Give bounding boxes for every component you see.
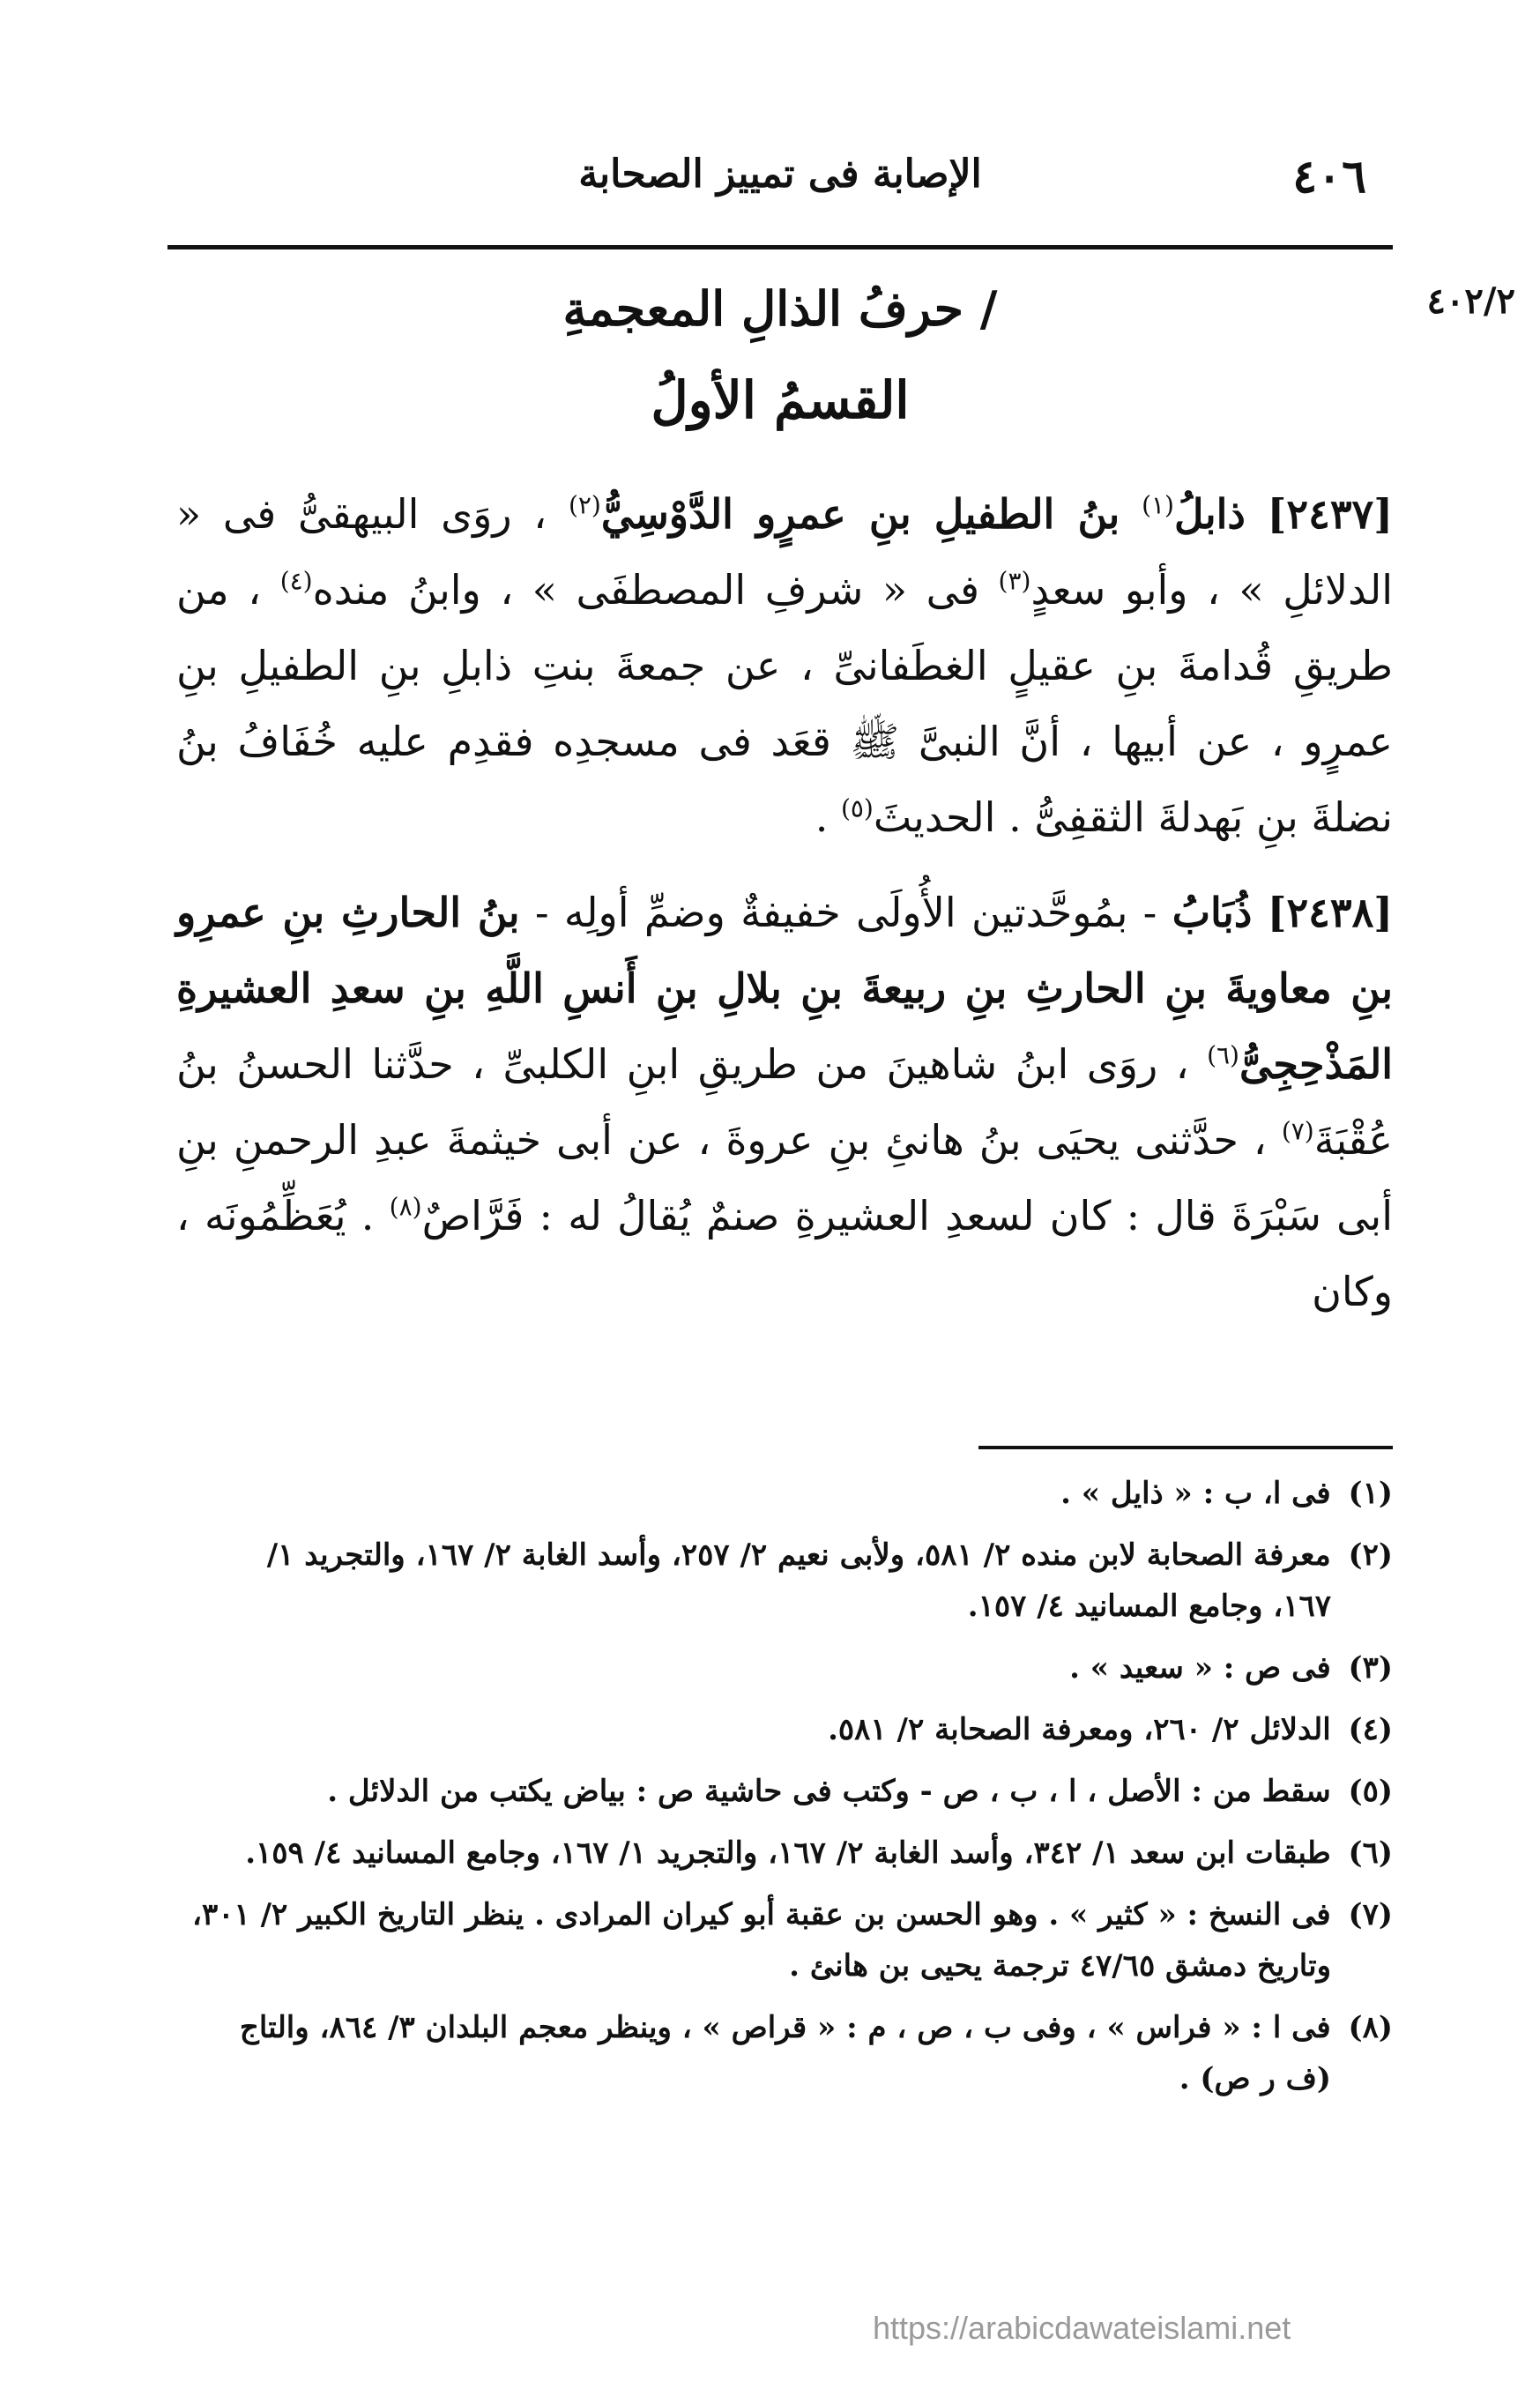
book-title: الإصابة فى تمييز الصحابة (578, 152, 982, 197)
entry-number: [٢٤٣٨] (1267, 889, 1394, 936)
footnote-number: (٧) (1348, 1897, 1393, 1932)
footnote-3 (176, 1642, 1393, 1694)
footnote-8 (176, 2002, 1393, 2104)
entry-text: ، حدَّثنى يحيَى بنُ هانئِ بنِ عروةَ ، عن أبى خيثمةَ عبدِ الرحمنِ بنِ أبى سَبْرَةَ قال : كان لسعدِ العشيرةِ صنمٌ يُقالُ له : فَرَّاصٌ (176, 1116, 1394, 1239)
entry-name: ذُبَابُ (1172, 889, 1253, 936)
footnote-marker: (١) (1142, 490, 1174, 520)
footnote-number: (٦) (1348, 1835, 1393, 1871)
footnote-5 (176, 1766, 1393, 1817)
footnote-text: فى ا، ب : « ذايل » . (1060, 1476, 1331, 1511)
footnote-number: (٨) (1348, 2010, 1393, 2045)
entry-text: ، روَى ابنُ شاهينَ من طريقِ ابنِ الكلبىِّ ، حدَّثنا الحسنُ بنُ عُقْبَةَ (176, 1040, 1393, 1164)
running-header (167, 132, 1393, 229)
footnote-2 (176, 1530, 1393, 1632)
footnote-marker: (٨) (389, 1192, 422, 1222)
section-title: / حرفُ الذالِ المعجمةِ (562, 280, 998, 337)
footnote-marker: (٣) (998, 566, 1031, 596)
footnote-7 (176, 1889, 1393, 1991)
main-text (176, 476, 1393, 1349)
footnote-continuation: وتاريخ دمشق ٤٧/٦٥ ترجمة يحيى بن هانئ . (789, 1948, 1331, 1984)
entry-name: ذابلُ (1173, 490, 1246, 538)
footnote-continuation: ١٦٧، وجامع المسانيد ٤/ ١٥٧. (967, 1589, 1331, 1624)
entry-text: . يُعَظِّمُونَه ، وكان (176, 1192, 1393, 1315)
footnote-number: (٣) (1348, 1650, 1393, 1686)
entry-number: [٢٤٣٧] (1267, 490, 1394, 538)
entry-lineage: بنُ الحارثِ بنِ عمرِو بنِ معاويةَ بنِ الحارثِ بنِ ربيعةَ بنِ بلالِ بنِ أَنسِ اللَّهِ بنِ سعدِ العشيرةِ المَذْحِجِىُّ (176, 889, 1393, 1088)
footnote-continuation: (ف ر ص) . (1179, 2061, 1331, 2096)
entry-text: ، من طريقِ قُدامةَ بنِ عقيلٍ الغطَفانىِّ ، عن جمعةَ بنتِ ذابلِ بنِ الطفيلِ بنِ عمرٍو ، عن أبيها ، أنَّ النبىَّ ﷺ قعَد فى مسجدِه فقدِم عليه خُفَافُ بنُ نضلةَ بنِ بَهدلةَ الثقفِىُّ . الحديثَ (176, 566, 1394, 841)
footnote-text: سقط من : الأصل ، ا ، ب ، ص - وكتب فى حاشية ص : بياض يكتب من الدلائل . (327, 1774, 1331, 1809)
footnote-number: (٤) (1348, 1712, 1393, 1747)
footnote-marker: (٤) (279, 566, 313, 596)
margin-reference: ٤٠٢/٢ (1426, 280, 1515, 322)
header-rule (167, 245, 1393, 249)
entry-2438 (176, 875, 1393, 1329)
footnote-1 (176, 1468, 1393, 1519)
footnote-text: طبقات ابن سعد ١/ ٣٤٢، وأسد الغابة ٢/ ١٦٧، والتجريد ١/ ١٦٧، وجامع المسانيد ٤/ ١٥٩. (245, 1835, 1331, 1871)
footnote-text: معرفة الصحابة لابن منده ٢/ ٥٨١، ولأبى نعيم ٢/ ٢٥٧، وأسد الغابة ٢/ ١٦٧، والتجريد ١/ (266, 1537, 1331, 1573)
footnote-marker: (٦) (1207, 1040, 1239, 1070)
footnote-marker: (٢) (568, 490, 601, 520)
entry-lineage: بنُ الطفيلِ بنِ عمرٍو الدَّوْسِيُّ (600, 490, 1120, 538)
footnote-4 (176, 1704, 1393, 1755)
footnote-text: فى النسخ : « كثير » . وهو الحسن بن عقبة أبو كيران المرادى . ينظر التاريخ الكبير ٢/ ٣٠١، (191, 1897, 1331, 1932)
footnotes (176, 1468, 1393, 2115)
footnote-number: (١) (1348, 1476, 1393, 1511)
footnote-separator (978, 1446, 1393, 1449)
entry-text: - بمُوحَّدتين الأُولَى خفيفةٌ وضمِّ أولِه - (534, 889, 1157, 936)
entry-text: . (815, 793, 829, 841)
footnote-6 (176, 1828, 1393, 1879)
entry-text: ، روَى البيهقىُّ فى « الدلائلِ » ، وأبو سعدٍ (176, 490, 1394, 614)
footnote-text: الدلائل ٢/ ٢٦٠، ومعرفة الصحابة ٢/ ٥٨١. (828, 1712, 1331, 1747)
footnote-marker: (٥) (840, 793, 874, 823)
page-number: ٤٠٦ (1292, 150, 1366, 204)
part-title: القسمُ الأولُ (651, 370, 910, 430)
footnote-text: فى ا : « فراس » ، وفى ب ، ص ، م : « قراص » ، وينظر معجم البلدان ٣/ ٨٦٤، والتاج (239, 2010, 1331, 2045)
watermark-url: https://arabicdawateislami.net (873, 2310, 1291, 2346)
footnote-marker: (٧) (1281, 1116, 1314, 1146)
entry-2437 (176, 476, 1393, 855)
footnote-number: (٢) (1348, 1537, 1393, 1573)
footnote-text: فى ص : « سعيد » . (1069, 1650, 1331, 1686)
footnote-number: (٥) (1348, 1774, 1393, 1809)
entry-text: فى « شرفِ المصطفَى » ، وابنُ منده (312, 566, 979, 614)
